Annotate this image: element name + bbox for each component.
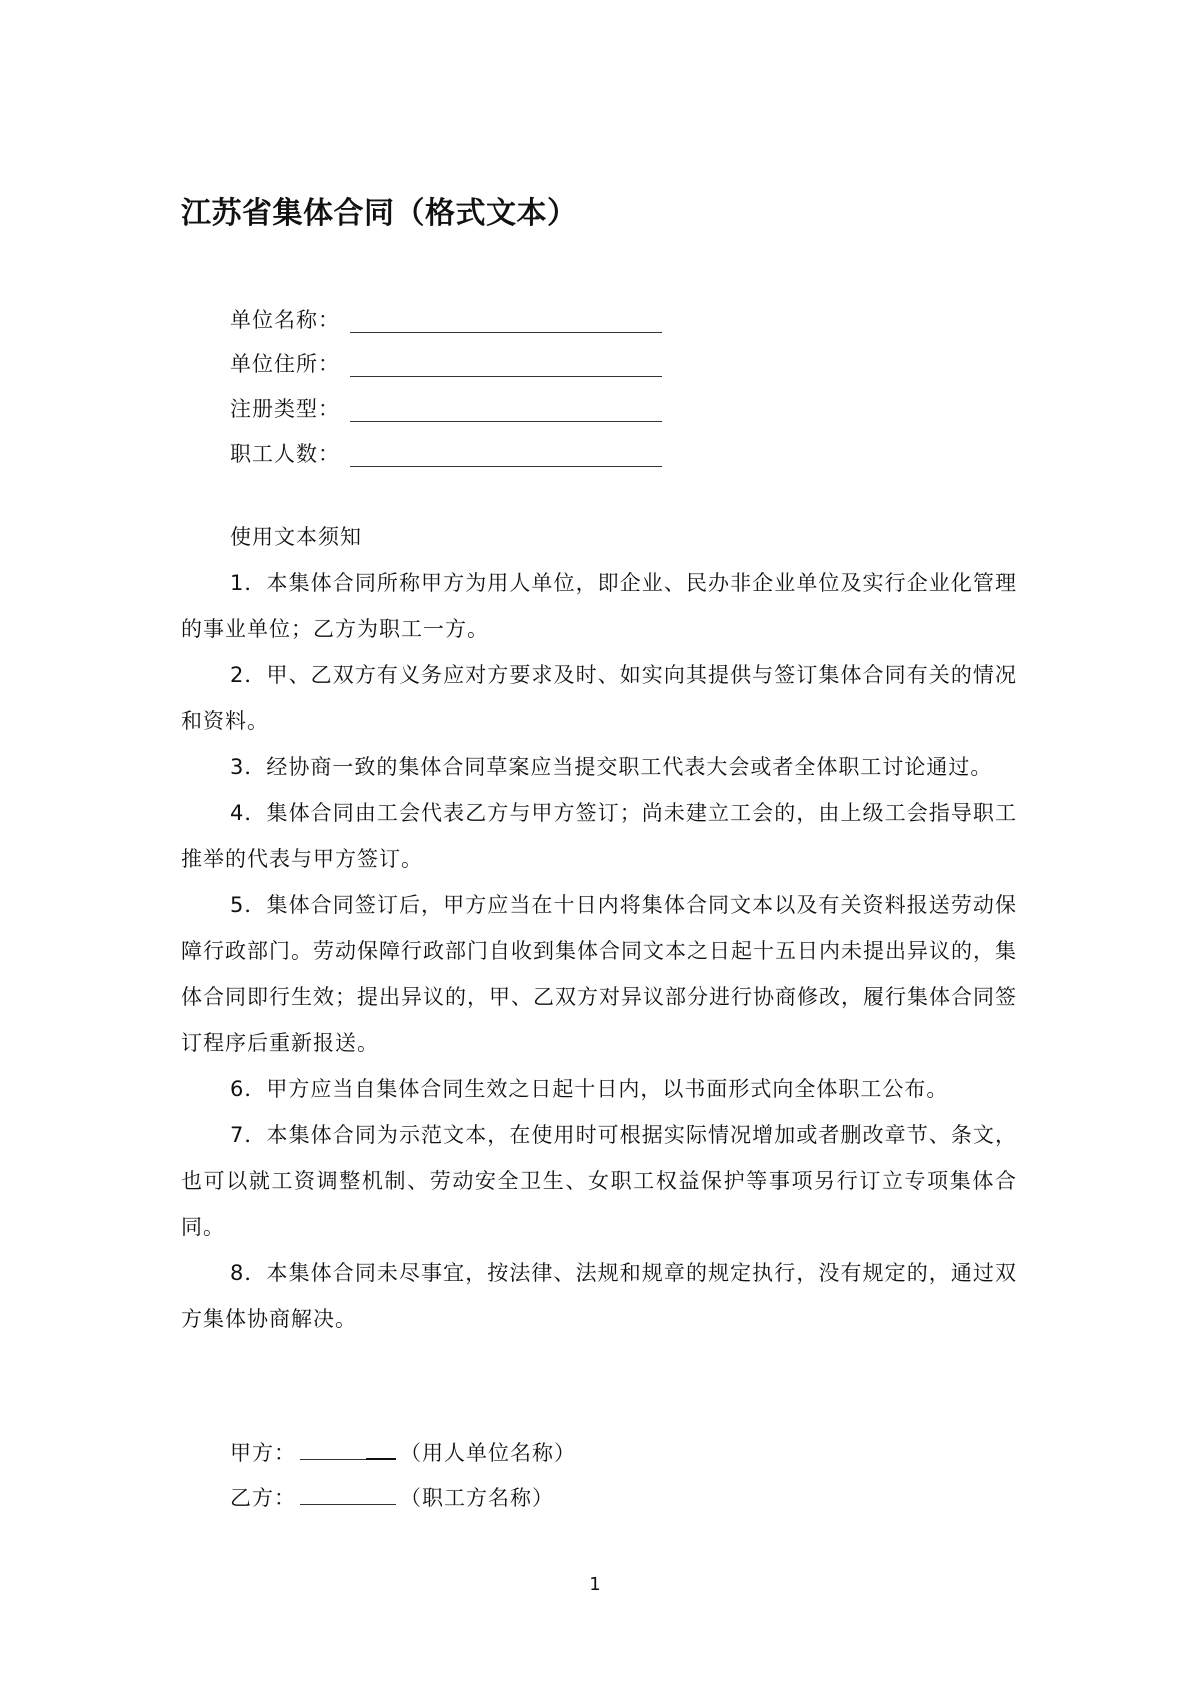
page-number: 1 <box>589 1574 601 1595</box>
usage-notes <box>181 514 1017 1342</box>
party-b-blank-line[interactable] <box>300 1480 396 1505</box>
note-item: 1．本集体合同所称甲方为用人单位，即企业、民办非企业单位及实行企业化管理的事业单位；乙方为职工一方。 <box>181 571 1017 641</box>
field-label: 职工人数： <box>230 442 340 466</box>
field-label: 单位住所： <box>230 352 340 376</box>
party-a-note: （用人单位名称） <box>400 1441 576 1465</box>
field-registration-type <box>230 389 348 429</box>
document-title: 江苏省集体合同（格式文本） <box>181 196 578 231</box>
field-blank-line[interactable] <box>350 376 662 377</box>
notes-heading: 使用文本须知 <box>230 525 362 549</box>
note-item: 6．甲方应当自集体合同生效之日起十日内，以书面形式向全体职工公布。 <box>230 1077 949 1101</box>
party-b-label: 乙方： <box>230 1486 296 1510</box>
party-a-line <box>230 1433 576 1473</box>
note-item: 7．本集体合同为示范文本，在使用时可根据实际情况增加或者删改章节、条文，也可以就工资调整机制、劳动安全卫生、女职工权益保护等事项另行订立专项集体合同。 <box>181 1123 1017 1239</box>
party-b-line <box>230 1478 554 1518</box>
field-label: 单位名称： <box>230 308 340 332</box>
note-item: 5．集体合同签订后，甲方应当在十日内将集体合同文本以及有关资料报送劳动保障行政部门。劳动保障行政部门自收到集体合同文本之日起十五日内未提出异议的，集体合同即行生效；提出异议的，甲、乙双方对异议部分进行协商修改，履行集体合同签订程序后重新报送。 <box>181 893 1017 1055</box>
party-b-note: （职工方名称） <box>400 1486 554 1510</box>
field-blank-line[interactable] <box>350 421 662 422</box>
party-a-blank-line[interactable] <box>300 1435 396 1460</box>
note-item: 8．本集体合同未尽事宜，按法律、法规和规章的规定执行，没有规定的，通过双方集体协商解决。 <box>181 1261 1017 1331</box>
note-item: 4．集体合同由工会代表乙方与甲方签订；尚未建立工会的，由上级工会指导职工推举的代表与甲方签订。 <box>181 801 1017 871</box>
field-unit-address <box>230 344 348 384</box>
note-item: 3．经协商一致的集体合同草案应当提交职工代表大会或者全体职工讨论通过。 <box>230 755 993 779</box>
field-blank-line[interactable] <box>350 332 662 333</box>
field-employee-count <box>230 434 348 474</box>
field-blank-line[interactable] <box>350 466 662 467</box>
field-unit-name <box>230 300 348 340</box>
party-a-label: 甲方： <box>230 1441 296 1465</box>
note-item: 2．甲、乙双方有义务应对方要求及时、如实向其提供与签订集体合同有关的情况和资料。 <box>181 663 1017 733</box>
field-label: 注册类型： <box>230 397 340 421</box>
